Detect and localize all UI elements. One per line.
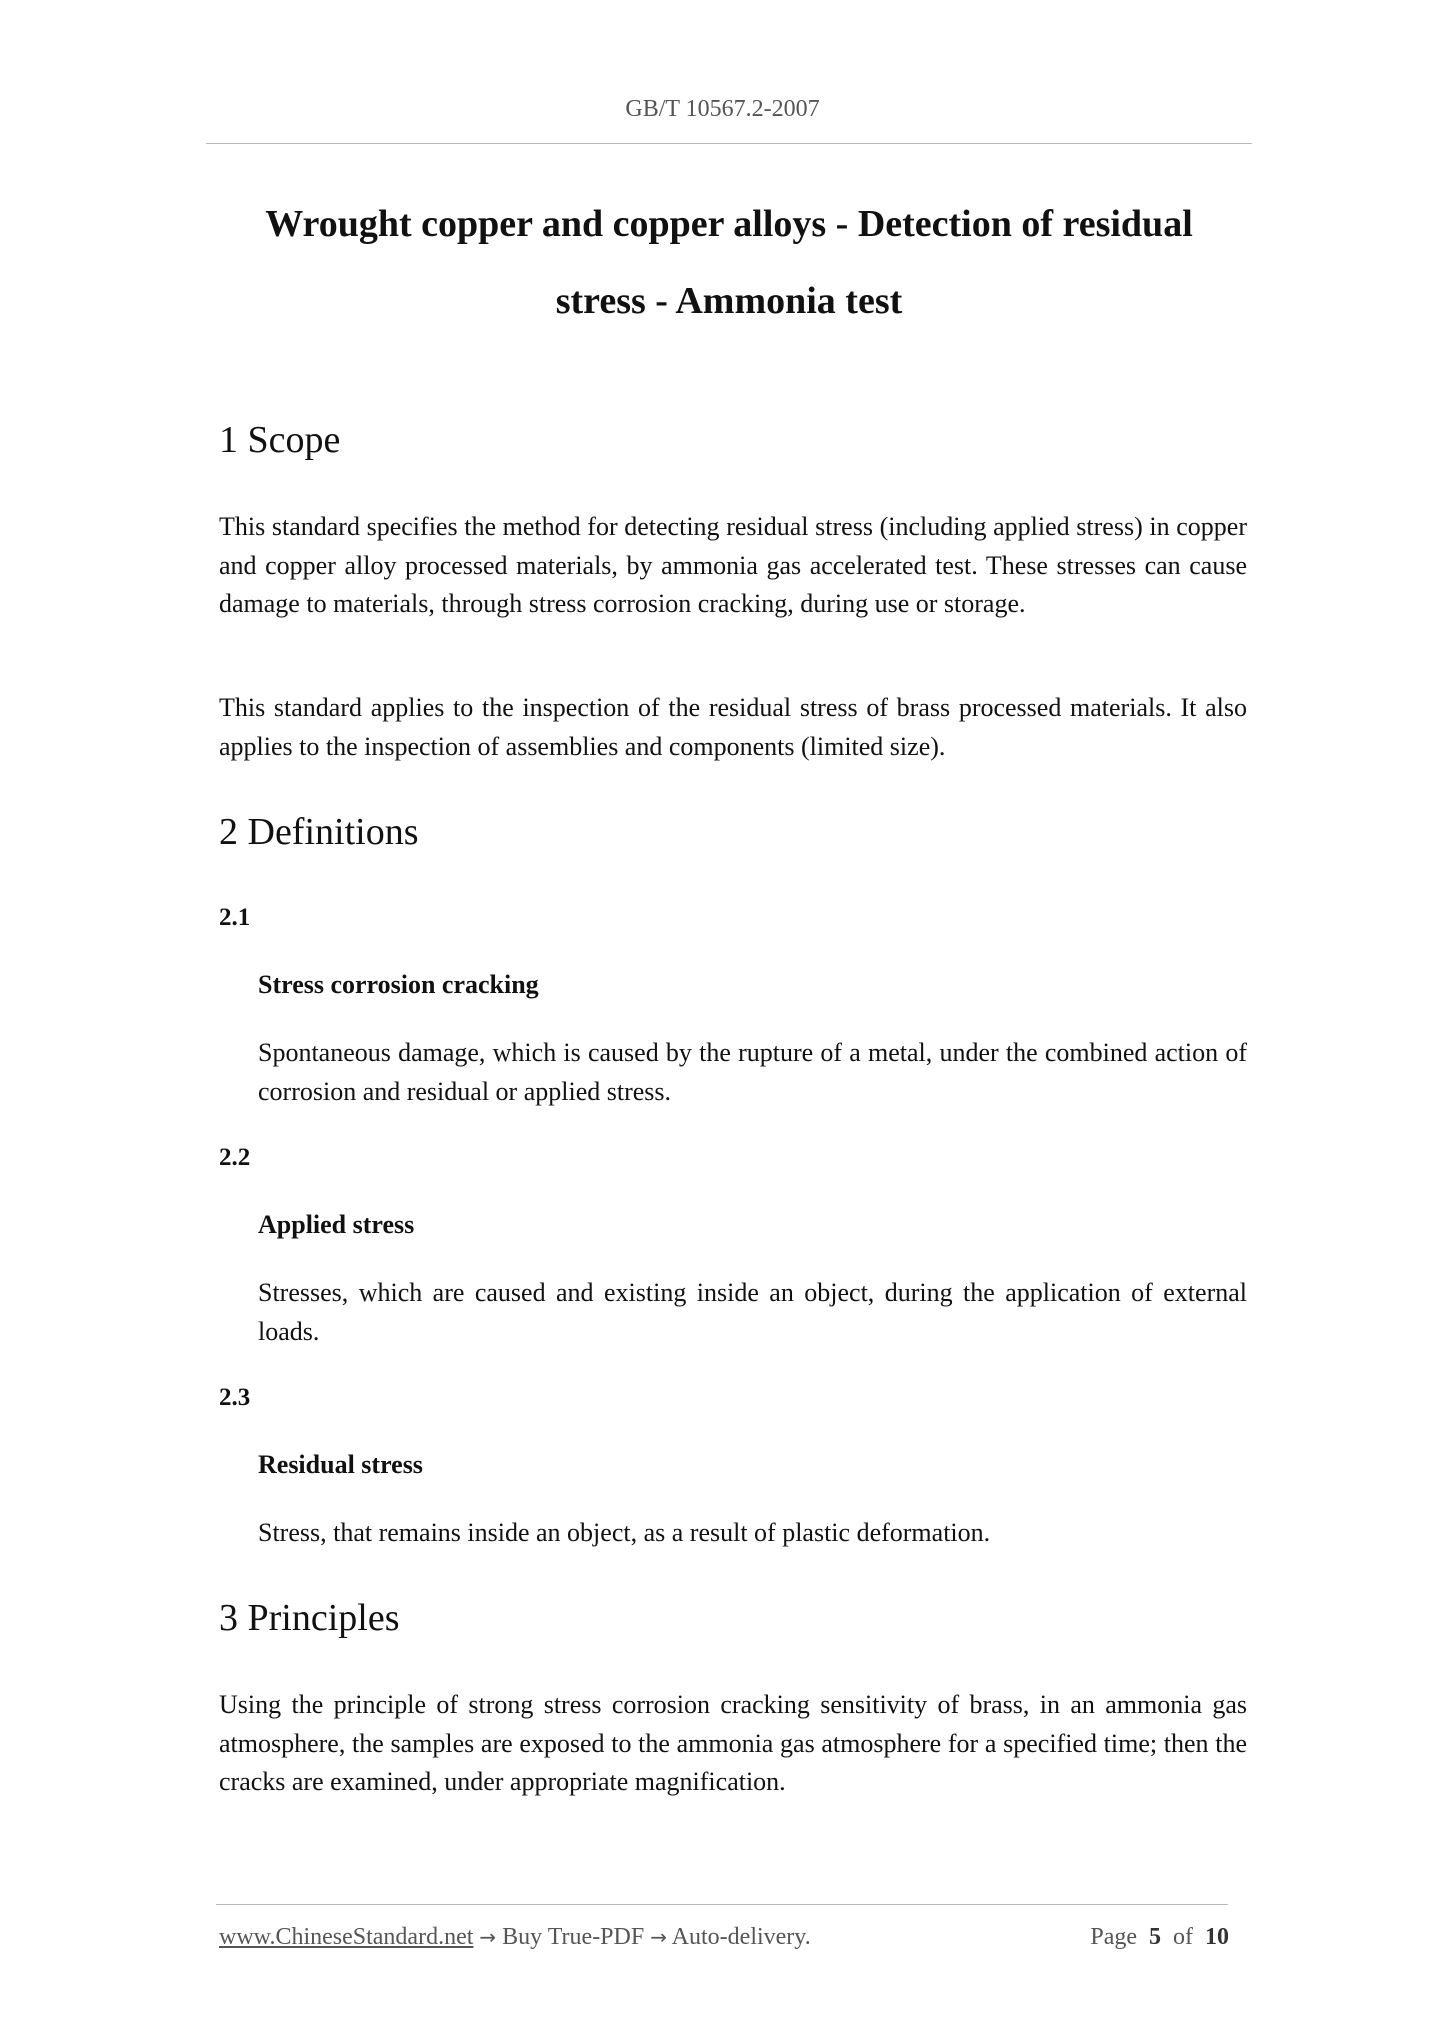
document-title bbox=[206, 186, 1252, 340]
page-total: 10 bbox=[1205, 1924, 1229, 1950]
site-link[interactable]: www.ChineseStandard.net bbox=[219, 1924, 474, 1950]
section-heading-principles: 3 Principles bbox=[219, 1597, 400, 1639]
clause-number-2-3: 2.3 bbox=[219, 1384, 251, 1411]
footer-promo bbox=[219, 1921, 811, 1953]
definition-2-3: Stress, that remains inside an object, as a result of plastic deformation. bbox=[258, 1518, 991, 1547]
definition-2-2: Stresses, which are caused and existing inside an object, during the application of external loads. bbox=[258, 1278, 1247, 1346]
clause-number-2-1: 2.1 bbox=[219, 904, 251, 931]
arrow-right-icon: → bbox=[650, 1925, 667, 1949]
scope-paragraph-1: This standard specifies the method for detecting residual stress (including applied stress) in copper and copper alloy processed materials, by ammonia gas accelerated test. These stresses can cause damage to materials, through stress corrosion cracking, during use or storage. bbox=[219, 512, 1247, 618]
term-applied-stress: Applied stress bbox=[258, 1210, 415, 1239]
of-label: of bbox=[1173, 1924, 1193, 1950]
clause-number-2-2: 2.2 bbox=[219, 1144, 251, 1171]
principles-paragraph-1: Using the principle of strong stress corrosion cracking sensitivity of brass, in an ammonia gas atmosphere, the samples are exposed to the ammonia gas atmosphere for a specified time; then the cracks are examined, under appropriate magnification. bbox=[219, 1690, 1247, 1796]
running-header: GB/T 10567.2-2007 bbox=[625, 96, 820, 122]
header-divider bbox=[206, 143, 1252, 144]
term-residual-stress: Residual stress bbox=[258, 1450, 423, 1479]
page-label: Page bbox=[1090, 1924, 1137, 1950]
section-heading-definitions: 2 Definitions bbox=[219, 811, 419, 853]
footer-divider bbox=[216, 1904, 1228, 1905]
page-current: 5 bbox=[1149, 1924, 1161, 1950]
definition-2-1: Spontaneous damage, which is caused by the rupture of a metal, under the combined action of corrosion and residual or applied stress. bbox=[258, 1038, 1247, 1106]
term-stress-corrosion-cracking: Stress corrosion cracking bbox=[258, 970, 539, 999]
page-indicator bbox=[1090, 1921, 1229, 1953]
title-line-1: Wrought copper and copper alloys - Detection of residual bbox=[265, 203, 1193, 245]
section-heading-scope: 1 Scope bbox=[219, 419, 341, 461]
title-line-2: stress - Ammonia test bbox=[555, 280, 903, 322]
buy-text: Buy True-PDF bbox=[502, 1924, 645, 1950]
arrow-right-icon: → bbox=[479, 1925, 497, 1949]
delivery-text: Auto-delivery. bbox=[671, 1924, 811, 1950]
scope-paragraph-2: This standard applies to the inspection of the residual stress of brass processed materials. It also applies to the inspection of assemblies and components (limited size). bbox=[219, 693, 1247, 761]
